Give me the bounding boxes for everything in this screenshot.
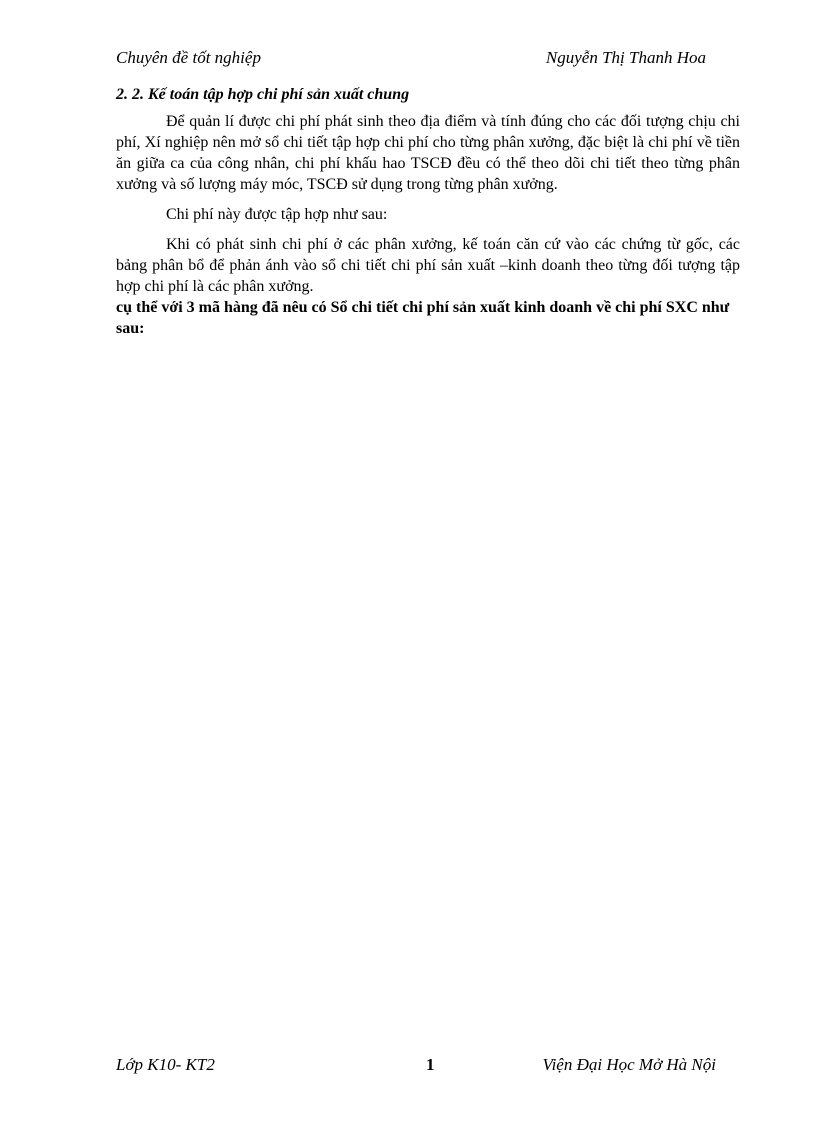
paragraph-1: Để quản lí được chi phí phát sinh theo địa điểm và tính đúng cho các đối tượng chịu chi phí, Xí nghiệp nên mở sổ chi tiết tập hợp chi phí cho từng phân xưởng, đặc biệt là chi phí về tiền ăn giữa ca của công nhân, chi phí khấu hao TSCĐ đều có thể theo dõi chi tiết theo từng phân xưởng và số lượng máy móc, TSCĐ sử dụng trong từng phân xưởng. [116,113,740,193]
header-author: Nguyễn Thị Thanh Hoa [545,48,706,67]
section-heading: 2. 2. Kế toán tập hợp chi phí sản xuất chung [116,86,410,103]
page-number: 1 [426,1055,435,1074]
header-document-type: Chuyên đề tốt nghiệp [116,48,261,67]
page-footer [116,1055,716,1079]
paragraph-3: Khi có phát sinh chi phí ở các phân xưởng, kế toán căn cứ vào các chứng từ gốc, các bảng phân bổ để phản ánh vào sổ chi tiết chi phí sản xuất –kinh doanh theo từng đối tượng tập hợp chi phí là các phân xưởng. [116,236,740,295]
page-header [116,48,706,72]
document-body [116,84,740,348]
footer-class: Lớp K10- KT2 [116,1055,215,1074]
footer-institution: Viện Đại Học Mở Hà Nội [542,1055,716,1074]
bold-paragraph: cụ thể với 3 mã hàng đã nêu có Sổ chi tiết chi phí sản xuất kinh doanh về chi phí SXC như sau: [116,299,730,337]
paragraph-2: Chi phí này được tập hợp như sau: [166,206,388,223]
